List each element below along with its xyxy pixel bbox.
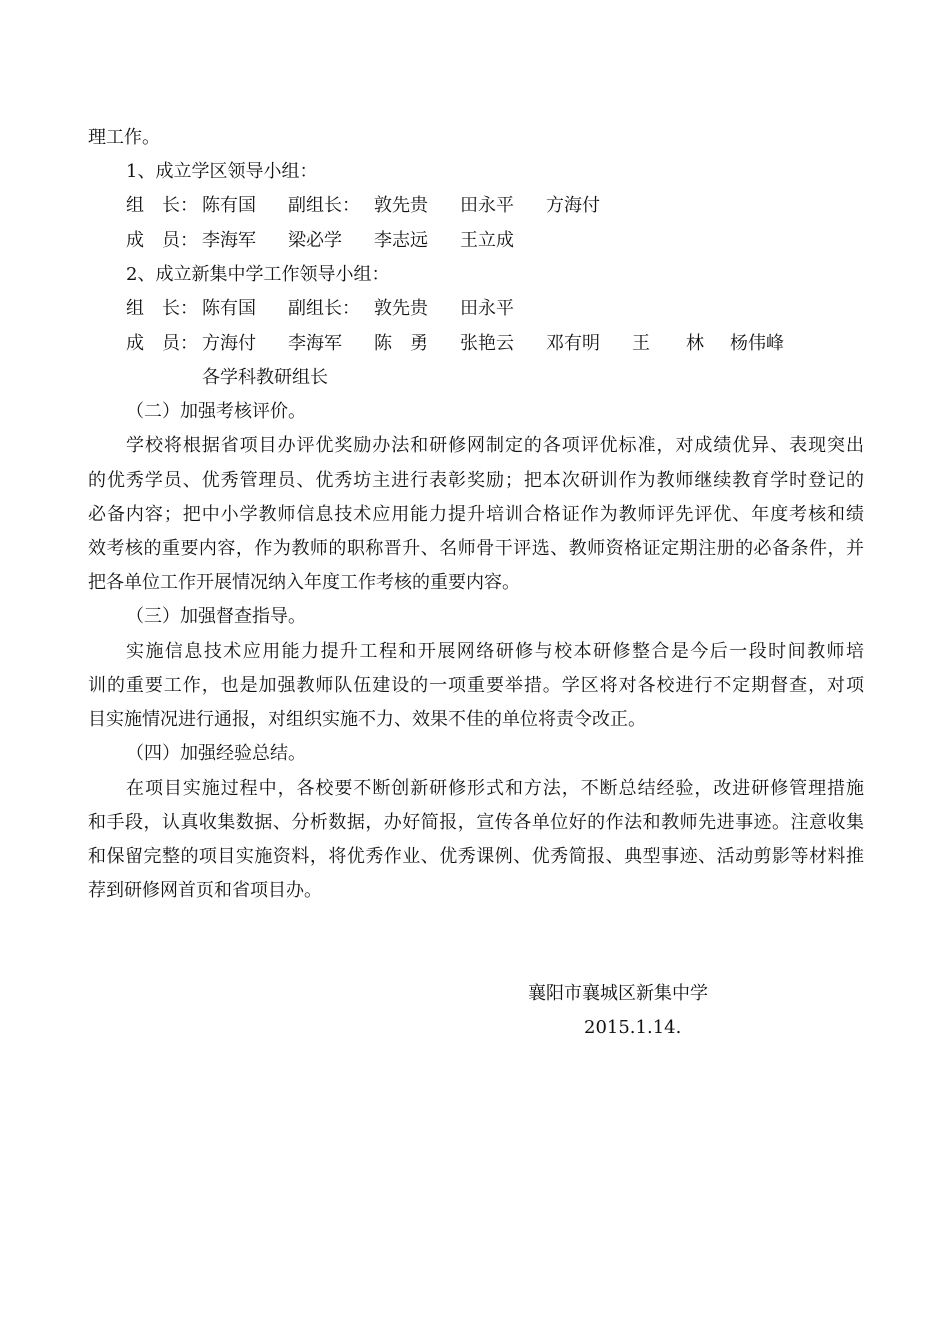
paragraph-line: 的优秀学员、优秀管理员、优秀坊主进行表彰奖励；把本次研训作为教师继续教育学时登记的	[88, 470, 864, 491]
group1-member: 梁必学	[288, 230, 342, 251]
paragraph-line: 训的重要工作，也是加强教师队伍建设的一项重要举措。学区将对各校进行不定期督查，对项	[88, 675, 864, 696]
group1-member: 李海军	[202, 230, 256, 251]
group1-deputy: 敦先贵	[374, 195, 428, 216]
group2-members-extra: 各学科教研组长	[202, 367, 328, 388]
section4-heading: （四）加强经验总结。	[126, 743, 306, 764]
group2-deputy-label: 副组长：	[288, 298, 360, 319]
paragraph-line: 学校将根据省项目办评优奖励办法和研修网制定的各项评优标准，对成绩优异、表现突出	[126, 435, 864, 456]
group2-deputy: 敦先贵	[374, 298, 428, 319]
group1-leader-label: 组 长：	[126, 195, 198, 216]
group1-member-label: 成 员：	[126, 230, 198, 251]
group1-deputy-label: 副组长：	[288, 195, 360, 216]
section3-heading: （三）加强督查指导。	[126, 606, 306, 627]
paragraph-line: 荐到研修网首页和省项目办。	[88, 880, 322, 901]
paragraph-line: 和保留完整的项目实施资料，将优秀作业、优秀课例、优秀简报、典型事迹、活动剪影等材料推	[88, 846, 864, 867]
group1-member: 王立成	[460, 230, 514, 251]
paragraph-line: 把各单位工作开展情况纳入年度工作考核的重要内容。	[88, 572, 520, 593]
signature-org: 襄阳市襄城区新集中学	[528, 983, 708, 1004]
paragraph-line: 效考核的重要内容，作为教师的职称晋升、名师骨干评选、教师资格证定期注册的必备条件，并	[88, 538, 864, 559]
signature-date: 2015.1.14.	[584, 1017, 682, 1038]
group2-member: 杨伟峰	[730, 333, 784, 354]
paragraph-line: 和手段，认真收集数据、分析数据，办好简报，宣传各单位好的作法和教师先进事迹。注意收集	[88, 812, 864, 833]
paragraph-line: 必备内容；把中小学教师信息技术应用能力提升培训合格证作为教师评先评优、年度考核和绩	[88, 504, 864, 525]
group1-leader: 陈有国	[202, 195, 256, 216]
group1-heading: 1、成立学区领导小组：	[126, 161, 318, 182]
section2-heading: （二）加强考核评价。	[126, 401, 306, 422]
group2-member: 邓有明	[546, 333, 600, 354]
paragraph-line: 目实施情况进行通报，对组织实施不力、效果不佳的单位将责令改正。	[88, 709, 646, 730]
group2-deputy: 田永平	[460, 298, 514, 319]
group2-heading: 2、成立新集中学工作领导小组：	[126, 264, 390, 285]
group2-member: 李海军	[288, 333, 342, 354]
intro-tail: 理工作。	[88, 127, 160, 148]
group2-member: 张艳云	[460, 333, 514, 354]
paragraph-line: 在项目实施过程中，各校要不断创新研修形式和方法，不断总结经验，改进研修管理措施	[126, 778, 864, 799]
group2-member: 王 林	[632, 333, 704, 354]
paragraph-line: 实施信息技术应用能力提升工程和开展网络研修与校本研修整合是今后一段时间教师培	[126, 641, 864, 662]
group2-member: 陈 勇	[374, 333, 428, 354]
group2-member: 方海付	[202, 333, 256, 354]
group2-member-label: 成 员：	[126, 333, 198, 354]
group2-leader: 陈有国	[202, 298, 256, 319]
group2-leader-label: 组 长：	[126, 298, 198, 319]
group1-member: 李志远	[374, 230, 428, 251]
group1-deputy: 方海付	[546, 195, 600, 216]
group1-deputy: 田永平	[460, 195, 514, 216]
